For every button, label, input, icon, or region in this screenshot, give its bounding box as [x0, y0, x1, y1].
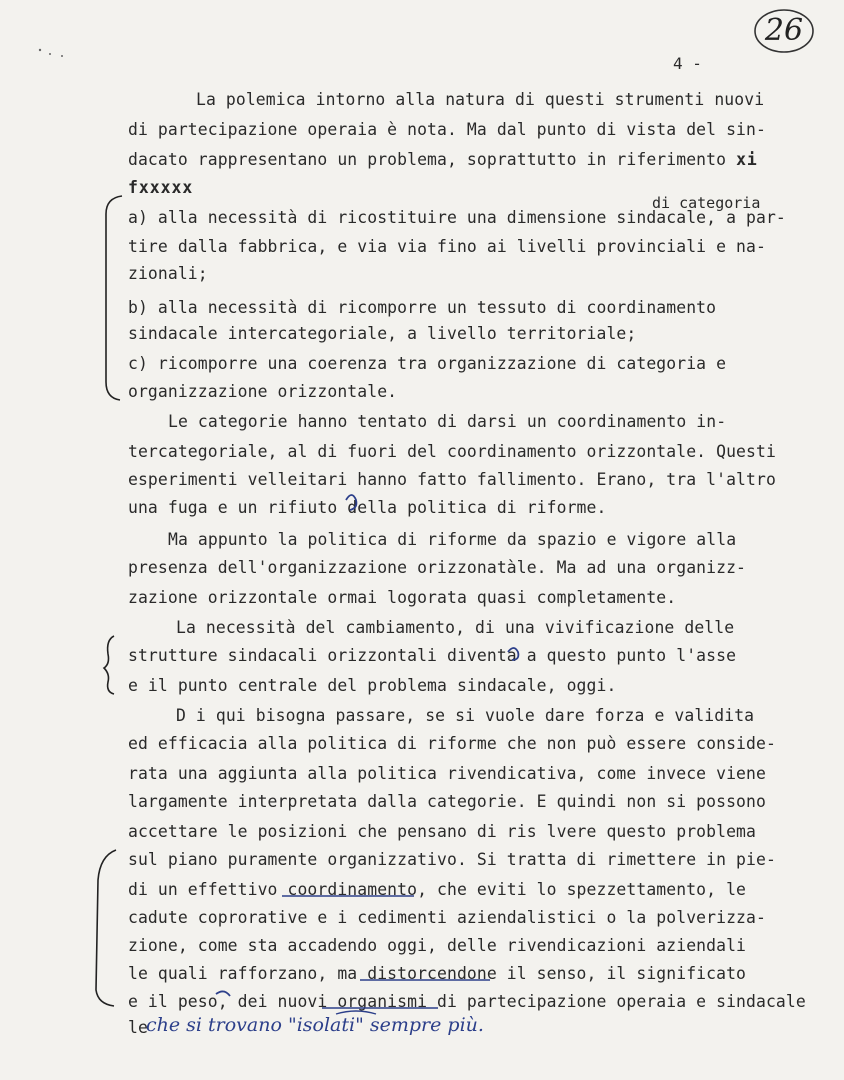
paragraph-line: sul piano puramente organizzativo. Si tratta di rimettere in pie-: [128, 850, 776, 869]
paragraph-line: cadute coprorative e i cedimenti aziendalistici o la polverizza-: [128, 908, 766, 927]
list-item: c) ricomporre una coerenza tra organizzazione di categoria e: [128, 354, 727, 373]
paragraph-line: le quali rafforzano, ma distorcendone il senso, il significato: [128, 964, 747, 983]
list-item: zionali;: [128, 264, 208, 283]
handwritten-addition: che si trovano "isolati" sempre più.: [146, 1014, 484, 1036]
paragraph-line: tercategoriale, al di fuori del coordinamento orizzontale. Questi: [128, 442, 776, 461]
paragraph-line: accettare le posizioni che pensano di ris lvere questo problema: [128, 822, 756, 841]
paragraph-line: esperimenti velleitari hanno fatto fallimento. Erano, tra l'altro: [128, 470, 776, 489]
bracket-icon: [96, 850, 116, 1006]
paragraph-line: e il peso, dei nuovi organismi di partecipazione operaia e sindacale: [128, 992, 806, 1011]
ink-correction-icon: [346, 495, 356, 510]
paragraph-line: una fuga e un rifiuto della politica di riforme.: [128, 498, 607, 517]
paragraph-line: La necessità del cambiamento, di una vivificazione delle: [176, 618, 735, 637]
ink-mark-icon: [336, 1011, 376, 1014]
paragraph-line: Le categorie hanno tentato di darsi un coordinamento in-: [168, 412, 727, 431]
page-number: 4 -: [673, 54, 702, 73]
paragraph-line: Ma appunto la politica di riforme da spazio e vigore alla: [168, 530, 737, 549]
paragraph-line: presenza dell'organizzazione orizzonatàle. Ma ad una organizz-: [128, 558, 747, 577]
paragraph-line: La polemica intorno alla natura di questi strumenti nuovi: [196, 90, 765, 109]
struck-text: xi: [736, 150, 758, 169]
paragraph-line: strutture sindacali orizzontali diventa a questo punto l'asse: [128, 646, 737, 665]
handwritten-page-number: 26: [752, 6, 816, 56]
paragraph-line: rata una aggiunta alla politica rivendicativa, come invece viene: [128, 764, 766, 783]
paragraph-line-prefix: le: [128, 1018, 148, 1037]
paragraph-line: ed efficacia alla politica di riforme che non può essere conside-: [128, 734, 776, 753]
paragraph-line: dacato rappresentano un problema, soprattutto in riferimento xi: [128, 150, 758, 169]
inserted-text: di categoria: [652, 194, 761, 212]
paragraph-line: zazione orizzontale ormai logorata quasi completamente.: [128, 588, 677, 607]
list-item: b) alla necessità di ricomporre un tessuto di coordinamento: [128, 298, 717, 317]
list-item: tire dalla fabbrica, e via via fino ai livelli provinciali e na-: [128, 237, 766, 256]
paragraph-line: zione, come sta accadendo oggi, delle rivendicazioni aziendali: [128, 936, 747, 955]
paragraph-line: largamente interpretata dalla categorie. E quindi non si possono: [128, 792, 766, 811]
paragraph-line: di un effettivo coordinamento, che eviti lo spezzettamento, le: [128, 880, 747, 899]
paragraph-line: D i qui bisogna passare, se si vuole dare forza e validita: [176, 706, 755, 725]
paragraph-line: di partecipazione operaia è nota. Ma dal punto di vista del sin-: [128, 120, 766, 139]
bracket-icon: [106, 196, 122, 400]
paragraph-line: e il punto centrale del problema sindacale, oggi.: [128, 676, 617, 695]
ink-correction-icon: [216, 991, 230, 996]
list-item: organizzazione orizzontale.: [128, 382, 398, 401]
brace-icon: [104, 636, 114, 694]
struck-text: fxxxxx: [128, 178, 194, 197]
list-item: a) alla necessità di ricostituire una dimensione sindacale, a par-: [128, 208, 786, 227]
list-item: sindacale intercategoriale, a livello territoriale;: [128, 324, 637, 343]
ink-correction-icon: [508, 648, 518, 660]
